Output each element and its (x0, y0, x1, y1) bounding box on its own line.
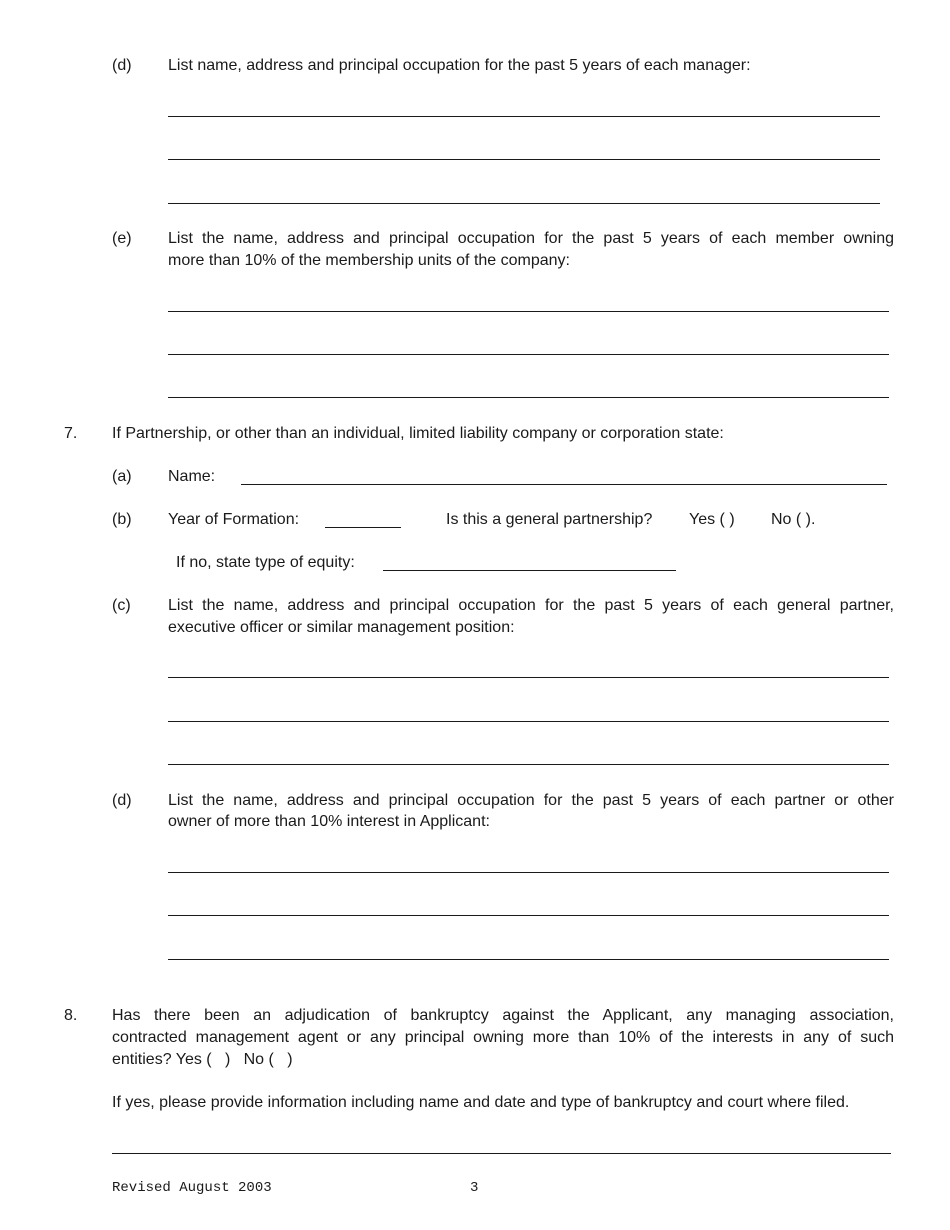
equity-type-label: If no, state type of equity: (176, 554, 355, 571)
item-label-7b: (b) (112, 511, 132, 528)
general-partnership-question: Is this a general partnership? (446, 511, 653, 528)
answer-line[interactable] (168, 721, 889, 722)
equity-type-field[interactable] (383, 570, 676, 571)
section-8-line2: contracted management agent or any principal owning more than 10% of the interests in any of such (112, 1029, 894, 1046)
question-6e-line2: more than 10% of the membership units of the company: (168, 252, 570, 269)
section-8-followup: If yes, please provide information including name and date and type of bankruptcy and court where filed. (112, 1094, 850, 1111)
question-7c-line2: executive officer or similar management position: (168, 619, 515, 636)
item-label-7d: (d) (112, 792, 132, 809)
answer-line[interactable] (168, 872, 889, 873)
year-of-formation-field[interactable] (325, 527, 401, 528)
question-6e-line1: List the name, address and principal occupation for the past 5 years of each member owning (168, 230, 894, 247)
item-label-6d: (d) (112, 57, 132, 74)
section-7-title: If Partnership, or other than an individual, limited liability company or corporation state: (112, 425, 724, 442)
section-8-line1: Has there been an adjudication of bankruptcy against the Applicant, any managing association, (112, 1007, 894, 1024)
answer-line[interactable] (168, 116, 880, 117)
answer-line[interactable] (168, 311, 889, 312)
page-number: 3 (470, 1180, 479, 1196)
name-label: Name: (168, 468, 216, 485)
answer-line[interactable] (168, 764, 889, 765)
item-label-6e: (e) (112, 230, 132, 247)
question-7c-line1: List the name, address and principal occupation for the past 5 years of each general partner, (168, 597, 894, 614)
revision-date: Revised August 2003 (112, 1180, 272, 1196)
answer-line[interactable] (168, 159, 880, 160)
item-label-7c: (c) (112, 597, 131, 614)
item-label-7a: (a) (112, 468, 132, 485)
answer-line[interactable] (112, 1153, 891, 1154)
name-field[interactable] (241, 484, 887, 485)
question-7d-line2: owner of more than 10% interest in Applicant: (168, 813, 490, 830)
section-number-8: 8. (64, 1007, 78, 1024)
answer-line[interactable] (168, 203, 880, 204)
no-option[interactable]: No ( ). (771, 511, 816, 528)
answer-line[interactable] (168, 354, 889, 355)
answer-line[interactable] (168, 915, 889, 916)
answer-line[interactable] (168, 397, 889, 398)
section-number-7: 7. (64, 425, 78, 442)
yes-option[interactable]: Yes ( ) (689, 511, 735, 528)
question-7d-line1: List the name, address and principal occupation for the past 5 years of each partner or other (168, 792, 894, 809)
section-8-line3: entities? Yes ( ) No ( ) (112, 1051, 293, 1068)
answer-line[interactable] (168, 677, 889, 678)
year-of-formation-label: Year of Formation: (168, 511, 300, 528)
question-6d: List name, address and principal occupation for the past 5 years of each manager: (168, 57, 751, 74)
answer-line[interactable] (168, 959, 889, 960)
